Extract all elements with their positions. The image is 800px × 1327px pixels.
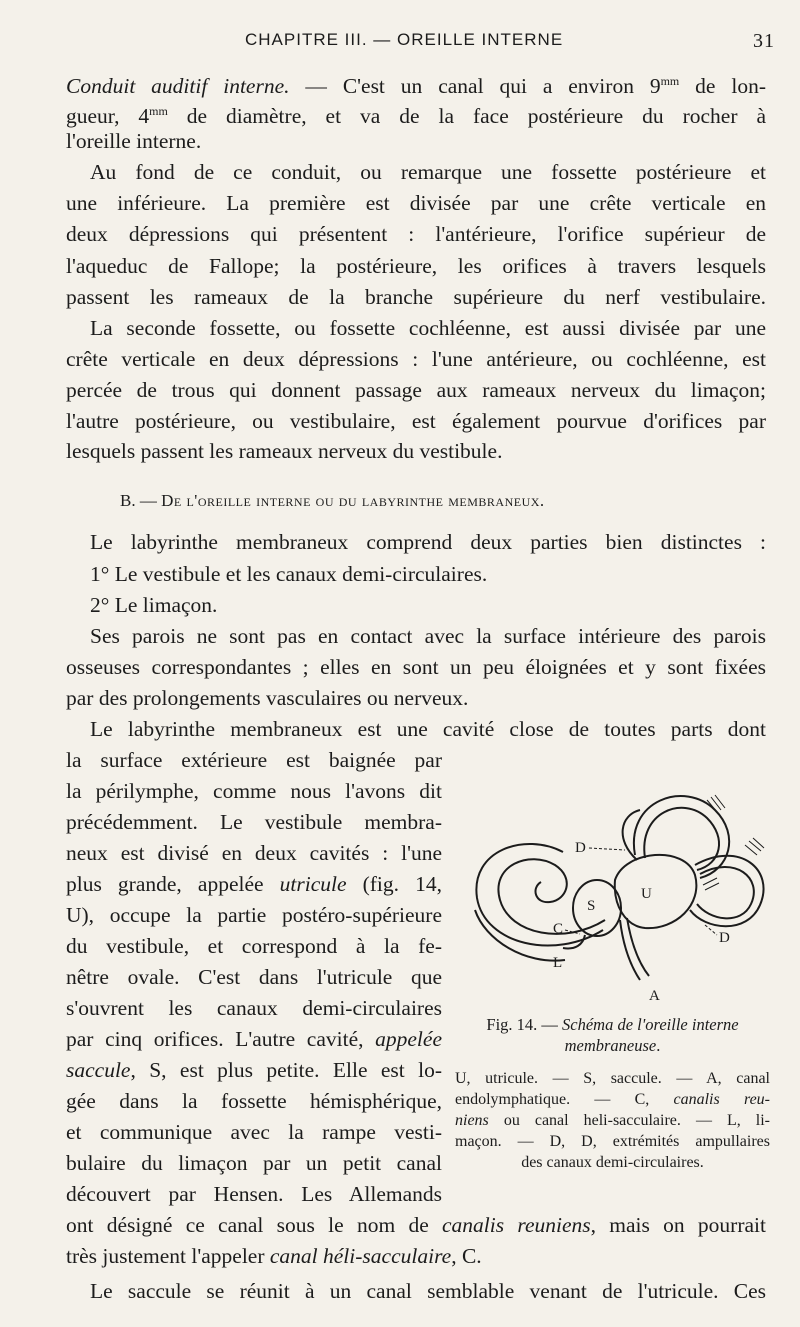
text-line: Le labyrinthe membraneux comprend deux parties bien distinctes :: [90, 530, 766, 554]
text-line: [66, 1056, 442, 1084]
label-A: A: [649, 988, 660, 1004]
text-run: — C'est un canal qui a environ 9: [289, 74, 661, 98]
text-line: Ses parois ne sont pas en contact avec la surface intérieure des parois: [90, 624, 766, 648]
italic-heading: Conduit auditif interne.: [66, 74, 290, 98]
text-line: nêtre ovale. C'est dans l'utricule que: [66, 965, 442, 989]
text-line: [66, 1025, 442, 1053]
section-heading: [120, 487, 720, 515]
section-title: De l'oreille interne ou du labyrinthe membraneux.: [161, 491, 545, 510]
text-run: , S, est plus petite. Elle est lo-: [130, 1058, 442, 1082]
figure-title: Schéma de l'oreille interne membraneuse: [562, 1015, 739, 1055]
label-S: S: [587, 898, 596, 914]
text-line: Au fond de ce conduit, ou remarque une fossette postérieure et: [90, 160, 766, 184]
label-D-lower: D: [719, 930, 730, 946]
text-line: U), occupe la partie postéro-supérieure: [66, 903, 442, 927]
text-line: par des prolongements vasculaires ou nerveux.: [66, 686, 469, 710]
text-line: s'ouvrent les canaux demi-circulaires: [66, 996, 442, 1020]
section-letter: B. —: [120, 491, 162, 510]
italic-term: utricule: [279, 872, 347, 896]
text-line: neux est divisé en deux cavités : l'une: [66, 841, 442, 865]
figure-legend: [455, 1068, 770, 1173]
text-line: précédemment. Le vestibule membra-: [66, 810, 442, 834]
text-line: [66, 67, 766, 100]
list-item: 2° Le limaçon.: [90, 593, 218, 617]
text-line: du vestibule, et correspond à la fe-: [66, 934, 442, 958]
text-run: de lon-: [679, 74, 766, 98]
text-line: découvert par Hensen. Les Allemands: [66, 1182, 442, 1206]
figure-caption: [455, 1014, 770, 1056]
text-run: ou canal heli-sacculaire. — L, li-: [488, 1112, 770, 1129]
text-line: Le saccule se réunit à un canal semblable venant de l'utricule. Ces: [90, 1279, 766, 1303]
italic-term: niens: [455, 1112, 489, 1129]
cochlea-shape: [498, 859, 605, 934]
text-line: osseuses correspondantes ; elles en sont un peu éloignées et y sont fixées: [66, 655, 766, 679]
list-item: 1° Le vestibule et les canaux demi-circulaires.: [90, 562, 488, 586]
text-line: lesquels passent les rameaux nerveux du vestibule.: [66, 439, 503, 463]
text-line: crête verticale en deux dépressions : l'une antérieure, ou cochléenne, est: [66, 347, 766, 371]
figure-number: Fig. 14. —: [486, 1015, 563, 1034]
text-line: l'aqueduc de Fallope; la postérieure, les orifices à travers lesquels: [66, 254, 766, 278]
text-line: percée de trous qui donnent passage aux rameaux nerveux du limaçon;: [66, 378, 766, 402]
text-line: l'oreille interne.: [66, 129, 202, 153]
italic-term: canal héli-sacculaire: [269, 1244, 452, 1268]
text-run: très justement l'appeler: [66, 1244, 270, 1268]
superscript: mm: [660, 74, 680, 88]
legend-line: des canaux demi-circulaires.: [521, 1154, 704, 1171]
inner-ear-diagram: [455, 770, 785, 1010]
superscript: mm: [149, 104, 168, 118]
caption-punct: .: [656, 1036, 661, 1055]
text-line: gée dans la fossette hémisphérique,: [66, 1089, 442, 1113]
label-L: L: [553, 955, 563, 971]
text-run: gueur, 4: [66, 104, 150, 128]
legend-line: [455, 1110, 770, 1131]
text-line: [66, 97, 766, 130]
text-run: plus grande, appelée: [66, 872, 280, 896]
text-line: et communique avec la rampe vesti-: [66, 1120, 442, 1144]
text-line: passent les rameaux de la branche supérieure du nerf vestibulaire.: [66, 285, 766, 309]
italic-term: canalis reu-: [673, 1091, 771, 1108]
utricle-shape: [615, 855, 697, 928]
text-run: de diamètre, et va de la face postérieure du rocher à: [167, 104, 766, 128]
text-line: [66, 1211, 766, 1239]
page-number: 31: [753, 30, 775, 52]
text-run: (fig. 14,: [346, 872, 442, 896]
text-line: La seconde fossette, ou fossette cochléenne, est aussi divisée par une: [90, 316, 766, 340]
text-run: par cinq orifices. L'autre cavité,: [66, 1027, 376, 1051]
text-line: la surface extérieure est baignée par: [66, 748, 442, 772]
text-line: deux dépressions qui présentent : l'antérieure, l'orifice supérieur de: [66, 222, 766, 246]
text-run: endolymphatique. — C,: [455, 1091, 674, 1108]
legend-line: U, utricule. — S, saccule. — A, canal: [455, 1070, 770, 1087]
running-header: [245, 30, 775, 50]
legend-line: maçon. — D, D, extrémités ampullaires: [455, 1133, 770, 1150]
text-line: la périlymphe, comme nous l'avons dit: [66, 779, 442, 803]
italic-term: saccule: [66, 1058, 131, 1082]
text-line: bulaire du limaçon par un petit canal: [66, 1151, 442, 1175]
text-line: [66, 1242, 766, 1270]
chapter-title: CHAPITRE III. — OREILLE INTERNE: [245, 30, 564, 49]
text-line: [66, 870, 442, 898]
text-line: Le labyrinthe membraneux est une cavité close de toutes parts dont: [90, 717, 766, 741]
text-run: , mais on pourrait: [590, 1213, 766, 1237]
label-C: C: [553, 921, 564, 937]
italic-term: canalis reuniens: [442, 1213, 591, 1237]
label-U: U: [641, 886, 652, 902]
text-run: ont désigné ce canal sous le nom de: [66, 1213, 443, 1237]
legend-line: [455, 1089, 770, 1110]
text-line: l'autre postérieure, ou vestibulaire, est également pourvue d'orifices par: [66, 409, 766, 433]
text-run: , C.: [451, 1244, 482, 1268]
saccule-shape: [573, 880, 621, 936]
text-line: une inférieure. La première est divisée par une crête verticale en: [66, 191, 766, 215]
italic-term: appelée: [375, 1027, 442, 1051]
label-D-upper: D: [575, 840, 586, 856]
